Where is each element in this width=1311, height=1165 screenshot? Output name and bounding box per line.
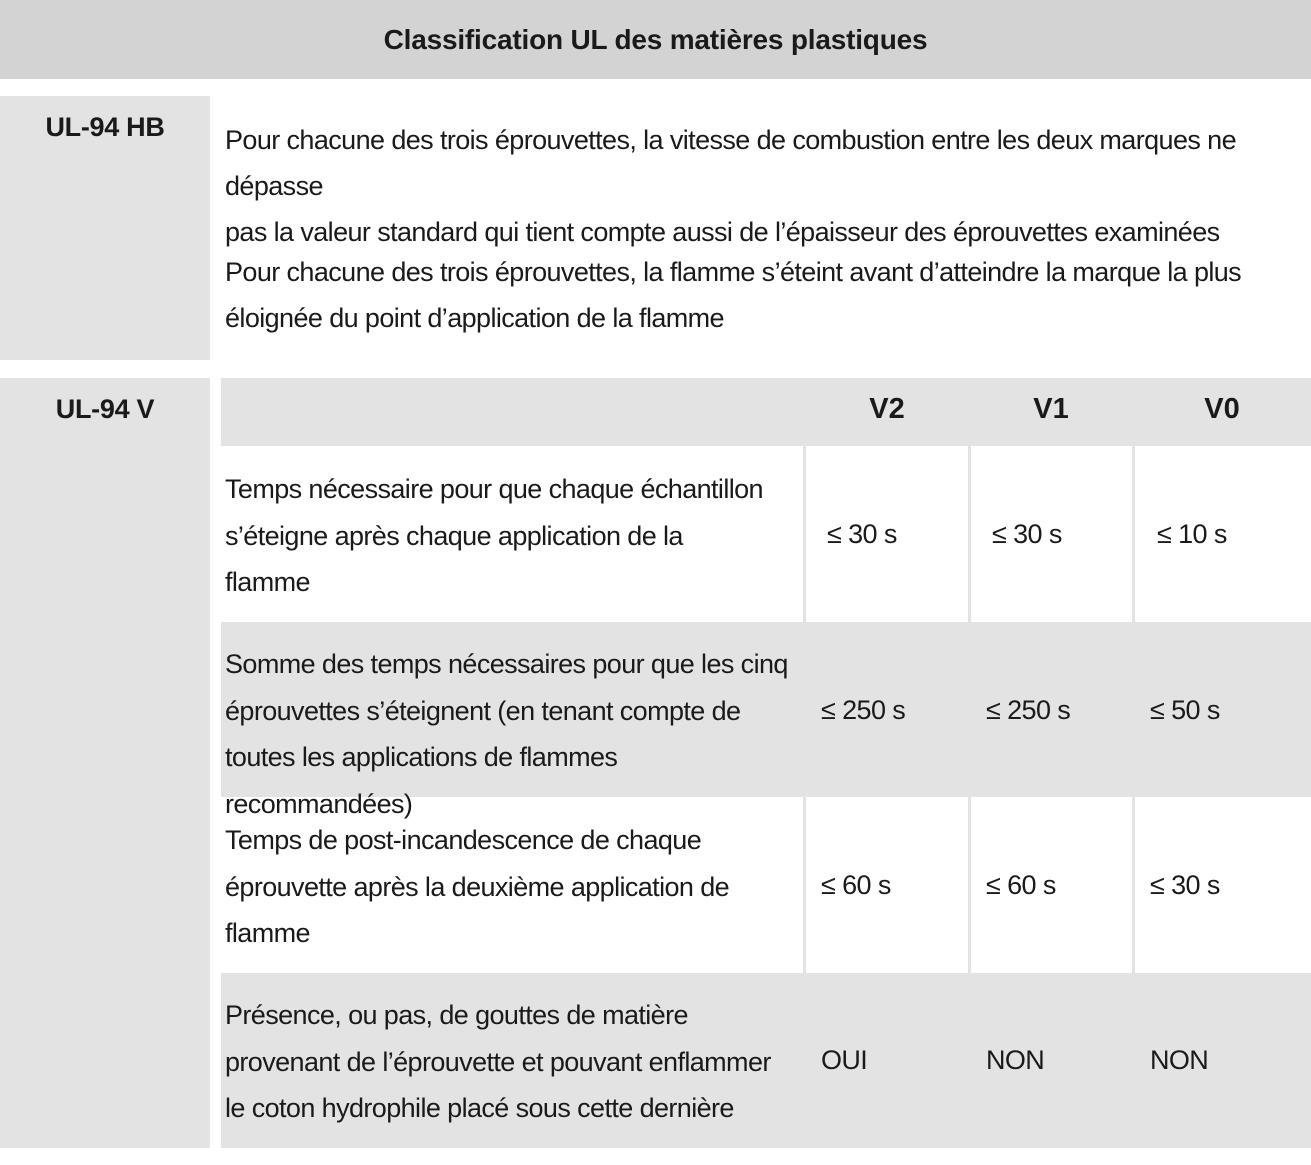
table-title: Classification UL des matières plastiques [383,23,928,55]
v-row-2-value-v1: ≤ 250 s [986,695,1071,725]
hb-label: UL-94 HB [45,112,165,142]
v-row-4-line-1: Présence, ou pas, de gouttes de matière [225,1000,688,1030]
v-row-1-value-v2: ≤ 30 s [827,519,897,549]
v-row-3-value-v2: ≤ 60 s [821,870,891,900]
column-divider-3 [1132,446,1135,1148]
hb-label-cell [0,96,210,360]
v-row-1-line-2: s’éteigne après chaque application de la [225,520,683,551]
v-row-1-description [225,466,800,606]
hb-paragraph-1-line-2: pas la valeur standard qui tient compte aussi de l’épaisseur des éprouvettes examinées [225,217,1220,247]
v-row-2-value-v2: ≤ 250 s [821,695,906,725]
column-header-v0: V0 [1204,393,1240,425]
hb-paragraph-2-line-1: Pour chacune des trois éprouvettes, la flamme s’éteint avant d’atteindre la marque la plus [225,257,1242,287]
v-row-4-line-2: provenant de l’éprouvette et pouvant enflammer [225,1046,771,1077]
v-row-2-value-v0: ≤ 50 s [1150,695,1220,725]
table-title-bar [0,0,1311,79]
v-row-3-line-1: Temps de post-incandescence de chaque [225,825,702,855]
hb-paragraph-2-line-2: éloignée du point d’application de la flamme [225,303,724,333]
v-row-2-description [225,641,800,827]
column-divider-2 [968,446,971,1148]
v-row-3-line-2: éprouvette après la deuxième application de [225,871,730,902]
v-row-1-value-v1: ≤ 30 s [992,519,1062,549]
v-row-1-line-3: flamme [225,567,310,597]
v-row-4-value-v0: NON [1150,1045,1209,1075]
v-row-4-line-3: le coton hydrophile placé sous cette dernière [225,1093,734,1123]
hb-paragraph-1 [225,117,1305,255]
v-row-1-value-v0: ≤ 10 s [1157,519,1227,549]
v-row-1-line-1: Temps nécessaire pour que chaque échantillon [225,474,763,504]
hb-paragraph-2 [225,249,1305,341]
v-row-3-value-v0: ≤ 30 s [1150,870,1220,900]
v-label-cell [0,378,210,1148]
v-row-4-description [225,992,800,1132]
v-row-2-line-2: éprouvettes s’éteignent (en tenant compte de [225,695,741,726]
column-header-v1: V1 [1033,393,1069,425]
v-row-4-value-v1: NON [986,1045,1045,1075]
v-row-3-line-3: flamme [225,918,310,948]
column-header-v2: V2 [869,393,905,425]
v-row-4-value-v2: OUI [821,1045,868,1075]
v-row-2-line-3: toutes les applications de flammes recommandées) [225,742,618,819]
v-row-3-value-v1: ≤ 60 s [986,870,1056,900]
hb-paragraph-1-line-1: Pour chacune des trois éprouvettes, la vitesse de combustion entre les deux marques ne dépasse [225,125,1236,201]
column-divider-1 [803,446,806,1148]
v-row-3-description [225,817,800,957]
v-row-2-line-1: Somme des temps nécessaires pour que les cinq [225,649,788,679]
v-column-header-row [221,378,1311,446]
v-label: UL-94 V [55,394,155,424]
